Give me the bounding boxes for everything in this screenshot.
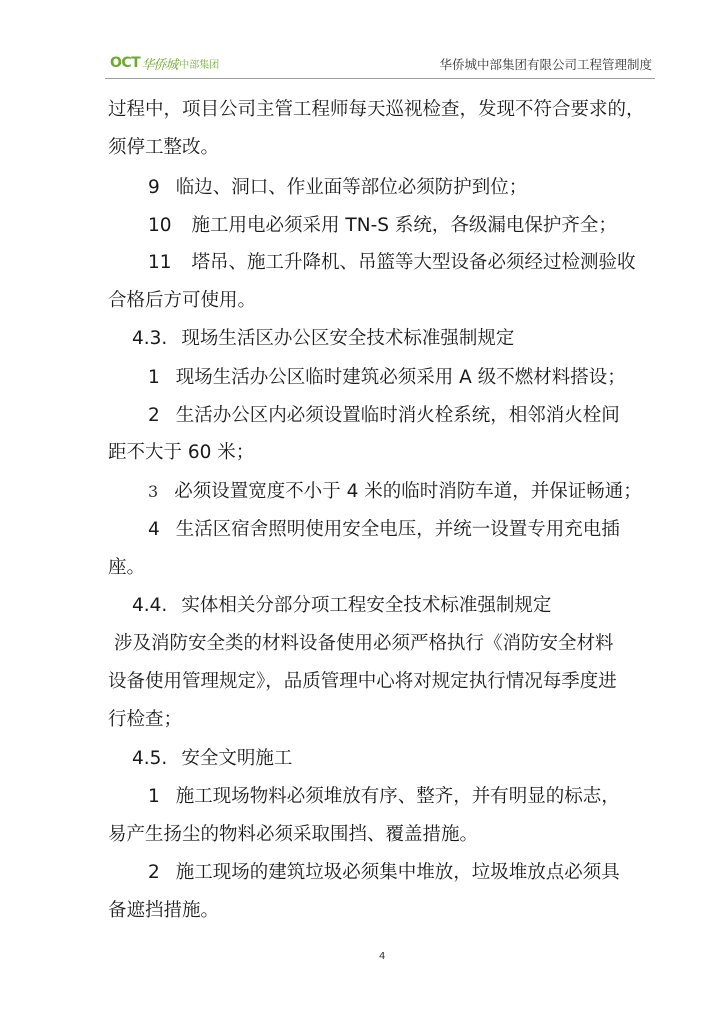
section-title: 现场生活区办公区安全技术标准强制规定 (181, 328, 515, 349)
item-number: 3 (148, 482, 159, 501)
item-number: 4 (148, 519, 160, 540)
paragraph-line (108, 289, 256, 313)
section-number: 4.5. (132, 748, 168, 769)
line-text: 易产生扬尘的物料必须采取围挡、覆盖措施。 (108, 824, 479, 845)
item-text: 临边、洞口、作业面等部位必须防护到位； (175, 177, 528, 198)
section-title: 实体相关分部分项工程安全技术标准强制规定 (181, 595, 552, 616)
item-number: 1 (148, 367, 160, 388)
section-number: 4.3. (132, 328, 168, 349)
paragraph-line (114, 632, 614, 656)
line-text: 涉及消防安全类的材料设备使用必须严格执行《消防安全材料 (114, 633, 614, 654)
item-number: 2 (148, 405, 160, 426)
list-item (148, 785, 620, 809)
item-number: 11 (148, 252, 172, 273)
item-number: 9 (148, 177, 160, 198)
item-text: 现场生活办公区临时建筑必须采用 A 级不燃材料搭设； (175, 367, 626, 388)
list-item (148, 214, 617, 238)
logo-oct-text: OCT (110, 55, 141, 71)
line-text: 备遮挡措施。 (108, 900, 220, 921)
section-heading (132, 594, 551, 618)
line-text: 须停工整改。 (108, 137, 220, 158)
list-item (148, 404, 620, 428)
page-header (0, 0, 724, 82)
line-text: 距不大于 60 米； (108, 442, 255, 463)
section-number: 4.4. (132, 595, 168, 616)
logo-cn-text: 中部集团 (179, 59, 220, 71)
paragraph-line (108, 823, 478, 847)
company-logo (110, 54, 219, 72)
paragraph-line (108, 441, 254, 465)
paragraph-line (108, 670, 617, 694)
list-item (148, 861, 620, 885)
item-text: 施工现场的建筑垃圾必须集中堆放，垃圾堆放点必须具 (175, 862, 620, 883)
list-item (148, 251, 636, 275)
line-text: 合格后方可使用。 (108, 290, 257, 311)
list-item (148, 176, 527, 200)
paragraph-line (108, 708, 182, 732)
list-item (148, 518, 620, 542)
section-heading (132, 327, 514, 351)
paragraph-line (108, 899, 219, 923)
item-number: 1 (148, 786, 160, 807)
paragraph-line (108, 98, 645, 122)
item-text: 生活办公区内必须设置临时消火栓系统，相邻消火栓间 (175, 405, 620, 426)
line-text: 行检查； (108, 709, 183, 730)
section-heading (132, 747, 292, 771)
section-title: 安全文明施工 (181, 748, 293, 769)
line-text: 过程中，项目公司主管工程师每天巡视检查，发现不符合要求的， (108, 99, 645, 120)
page-number: 4 (379, 951, 386, 962)
item-text: 必须设置宽度不小于 4 米的临时消防车道，并保证畅通； (174, 481, 642, 502)
item-text: 塔吊、施工升降机、吊篮等大型设备必须经过检测验收 (191, 252, 636, 273)
item-text: 施工用电必须采用 TN-S 系统，各级漏电保护齐全； (191, 215, 617, 236)
paragraph-line (108, 136, 219, 160)
line-text: 座。 (108, 557, 146, 578)
list-item (148, 480, 642, 504)
header-divider (105, 78, 655, 79)
item-number: 10 (148, 215, 172, 236)
list-item (148, 366, 626, 390)
item-number: 2 (148, 862, 160, 883)
item-text: 施工现场物料必须堆放有序、整齐，并有明显的标志， (175, 786, 620, 807)
paragraph-line (108, 556, 145, 580)
line-text: 设备使用管理规定》，品质管理中心将对规定执行情况每季度进 (108, 671, 617, 692)
header-title: 华侨城中部集团有限公司工程管理制度 (439, 57, 652, 72)
item-text: 生活区宿舍照明使用安全电压，并统一设置专用充电插 (175, 519, 620, 540)
logo-script-text: 华侨城 (141, 57, 178, 73)
